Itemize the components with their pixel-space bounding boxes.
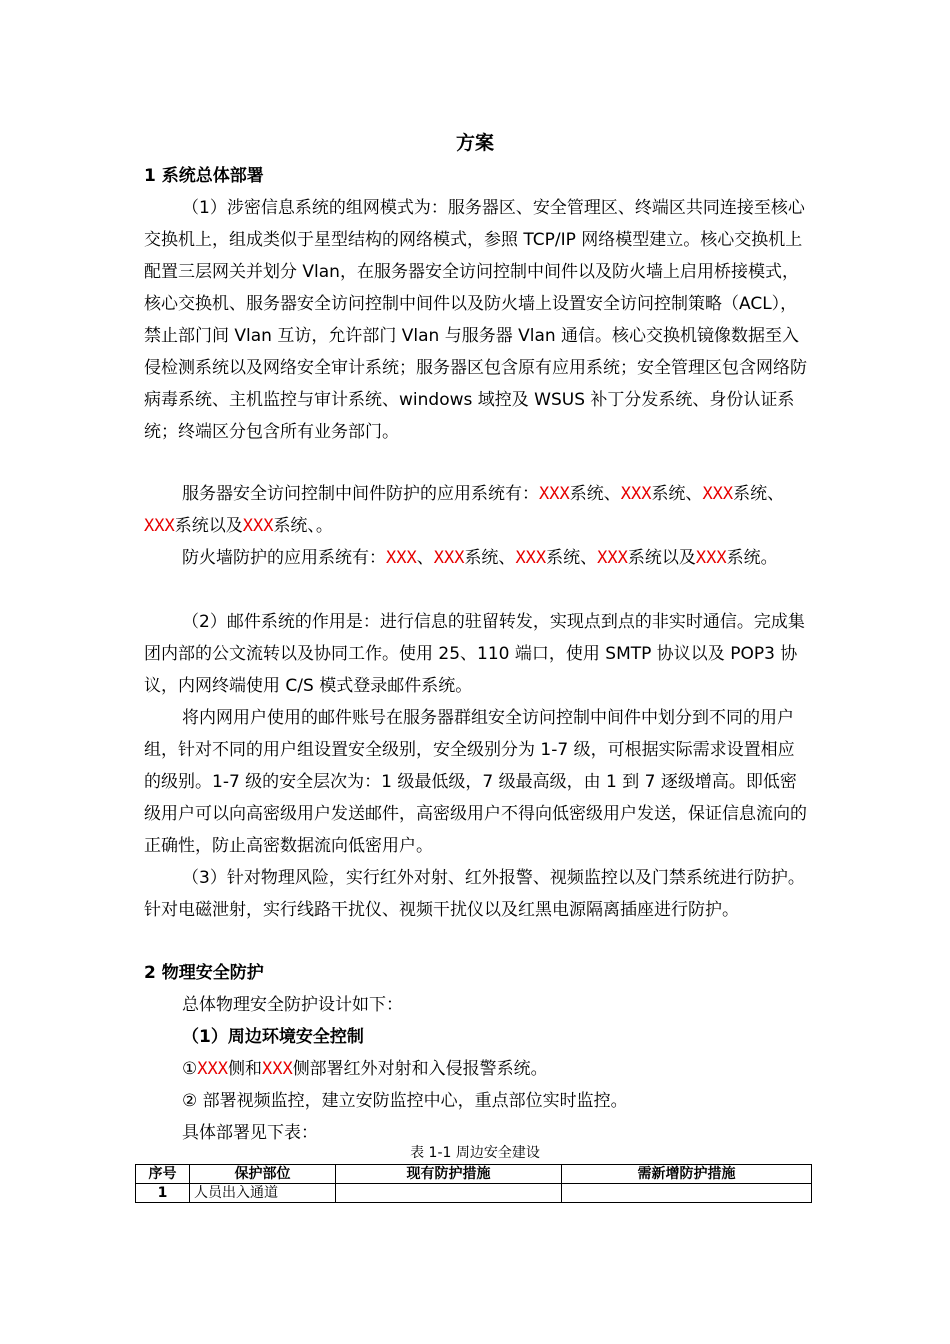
perimeter-security-table xyxy=(135,1164,812,1203)
placeholder-xxx: XXX xyxy=(515,548,547,568)
placeholder-xxx: XXX xyxy=(539,484,570,504)
placeholder-xxx: XXX xyxy=(702,484,734,504)
heading-perimeter-control: （1）周边环境安全控制 xyxy=(182,1027,364,1047)
table-header-cell: 序号 xyxy=(136,1165,190,1184)
placeholder-xxx: XXX xyxy=(242,516,274,536)
table-header-cell: 保护部位 xyxy=(190,1165,336,1184)
paragraph-physical-risk: （3）针对物理风险，实行红外对射、红外报警、视频监控以及门禁系统进行防护。针对电磁泄射，实行线路干扰仪、视频干扰仪以及红黑电源隔离插座进行防护。 xyxy=(144,868,805,920)
placeholder-xxx: XXX xyxy=(695,548,727,568)
line-video-monitoring: ② 部署视频监控，建立安防监控中心，重点部位实时监控。 xyxy=(182,1091,628,1111)
placeholder-xxx: XXX xyxy=(197,1059,228,1079)
placeholder-xxx: XXX xyxy=(144,516,175,536)
placeholder-xxx: XXX xyxy=(620,484,652,504)
placeholder-xxx: XXX xyxy=(386,548,417,568)
paragraph-firewall-protection: 防火墙防护的应用系统有：XXX、XXX系统、XXX系统、XXX系统以及XXX系统。 xyxy=(182,548,778,568)
table-caption: 表 1-1 周边安全建设 xyxy=(410,1145,540,1161)
table-cell xyxy=(336,1184,562,1203)
table-header-cell: 现有防护措施 xyxy=(336,1165,562,1184)
heading-physical-security: 2 物理安全防护 xyxy=(144,963,264,983)
line-see-table: 具体部署见下表： xyxy=(182,1123,318,1143)
paragraph-network-mode: （1）涉密信息系统的组网模式为：服务器区、安全管理区、终端区共同连接至核心交换机上，组成类似于星型结构的网络模式，参照 TCP/IP 网络模型建立。核心交换机上配置三层网关并划分 Vlan，在服务器安全访问控制中间件以及防火墙上启用桥接模式，核心交换机、服务器安全访问控制中间件以及防火墙上设置安全访问控制策略（ACL），禁止部门间 Vlan 互访，允许部门 Vlan 与服务器 Vlan 通信。核心交换机镜像数据至入侵检测系统以及网络安全审计系统；服务器区包含原有应用系统；安全管理区包含网络防病毒系统、主机监控与审计系统、windows 域控及 WSUS 补丁分发系统、身份认证系统；终端区分包含所有业务部门。 xyxy=(144,198,807,442)
line-physical-design: 总体物理安全防护设计如下： xyxy=(182,995,403,1015)
paragraph-mail-security-levels: 将内网用户使用的邮件账号在服务器群组安全访问控制中间件中划分到不同的用户组，针对不同的用户组设置安全级别，安全级别分为 1-7 级，可根据实际需求设置相应的级别。1-7 级的安全层次为：1 级最低级，7 级最高级，由 1 到 7 逐级增高。即低密级用户可以向高密级用户发送邮件，高密级用户不得向低密级用户发送，保证信息流向的正确性，防止高密数据流向低密用户。 xyxy=(144,708,807,856)
paragraph-mail-system: （2）邮件系统的作用是：进行信息的驻留转发，实现点到点的非实时通信。完成集团内部的公文流转以及协同工作。使用 25、110 端口，使用 SMTP 协议以及 POP3 协议，内网终端使用 C/S 模式登录邮件系统。 xyxy=(144,612,805,696)
table-cell: 1 xyxy=(136,1184,190,1203)
heading-system-deployment: 1 系统总体部署 xyxy=(144,166,264,186)
placeholder-xxx: XXX xyxy=(261,1059,293,1079)
table-row xyxy=(136,1184,812,1203)
line-infrared-deployment: ①XXX侧和XXX侧部署红外对射和入侵报警系统。 xyxy=(182,1059,548,1079)
table-header-cell: 需新增防护措施 xyxy=(562,1165,812,1184)
placeholder-xxx: XXX xyxy=(433,548,465,568)
paragraph-middleware-protection: 服务器安全访问控制中间件防护的应用系统有：XXX系统、XXX系统、XXX系统、XXX系统以及XXX系统、。 xyxy=(144,484,785,536)
table-header-row xyxy=(136,1165,812,1184)
table-cell xyxy=(562,1184,812,1203)
placeholder-xxx: XXX xyxy=(597,548,628,568)
document-title: 方案 xyxy=(455,132,494,154)
table-cell: 人员出入通道 xyxy=(190,1184,336,1203)
